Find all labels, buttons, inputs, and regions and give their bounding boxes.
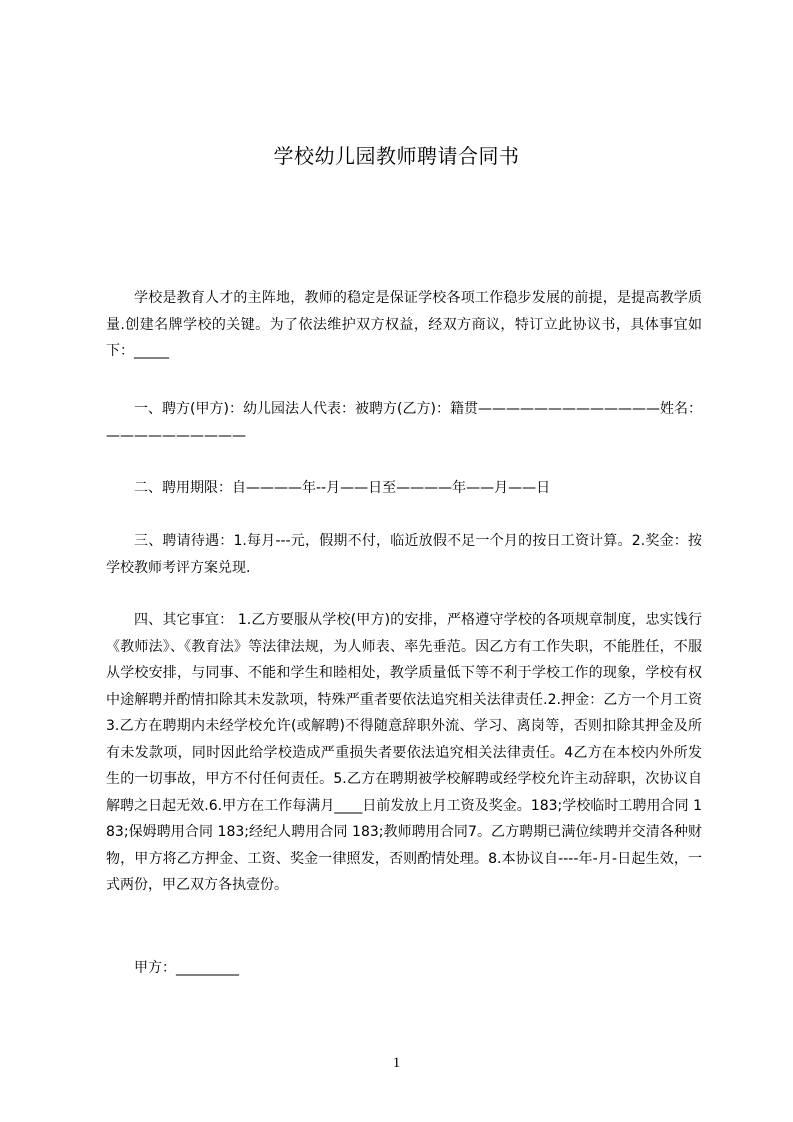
- section-4-other-terms: 四、其它事宜： 1.乙方要服从学校(甲方)的安排，严格遵守学校的各项规章制度，忠实饯行《教师法》、《教育法》等法律法规，为人师表、率先垂范。因乙方有工作失职，不能胜任，不服从学校安排，与同事、不能和学生和睦相处，教学质量低下等不利于学校工作的现象，学校有权中途解聘并酌情扣除其未发款项，特殊严重者要依法追究相关法律责任.2.押金：乙方一个月工资3.乙方在聘期内未经学校允许(或解聘)不得随意辞职外流、学习、离岗等，否则扣除其押金及所有未发款项，同时因此给学校造成严重损失者要依法追究相关法律责任。4乙方在本校内外所发生的一切事故，甲方不付任何责任。5.乙方在聘期被学校解聘或经学校允许主动辞职，次协议自解聘之日起无效.6.甲方在工作每满月____日前发放上月工资及奖金。183;学校临时工聘用合同 183;保姆聘用合同 183;经纪人聘用合同 183;教师聘用合同7。乙方聘期已满位续聘并交清各种财物，甲方将乙方押金、工资、奖金一律照发，否则酌情处理。8.本协议自----年-月-日起生效，一式两份，甲乙双方各执壹份。: [106, 612, 702, 893]
- intro-paragraph: 学校是教育人才的主阵地，教师的稳定是保证学校各项工作稳步发展的前提，是提高教学质量.创建名牌学校的关键。为了依法维护双方权益，经双方商议，特订立此协议书，具体事宜如下：_____: [106, 290, 702, 359]
- party-a-signature: 甲方：_________: [134, 960, 239, 976]
- document-title: 学校幼儿园教师聘请合同书: [273, 144, 520, 168]
- section-3-compensation: 三、聘请待遇：1.每月---元，假期不付，临近放假不足一个月的按日工资计算。2.奖金：按学校教师考评方案兑现.: [106, 533, 702, 576]
- section-2-term: 二、聘用期限：自————年--月——日至————年——月——日: [134, 480, 551, 496]
- page-number: 1: [392, 1055, 401, 1071]
- section-1-parties: 一、聘方(甲方)：幼儿园法人代表：被聘方(乙方)：籍贯—————————————姓名：——————————: [106, 401, 702, 444]
